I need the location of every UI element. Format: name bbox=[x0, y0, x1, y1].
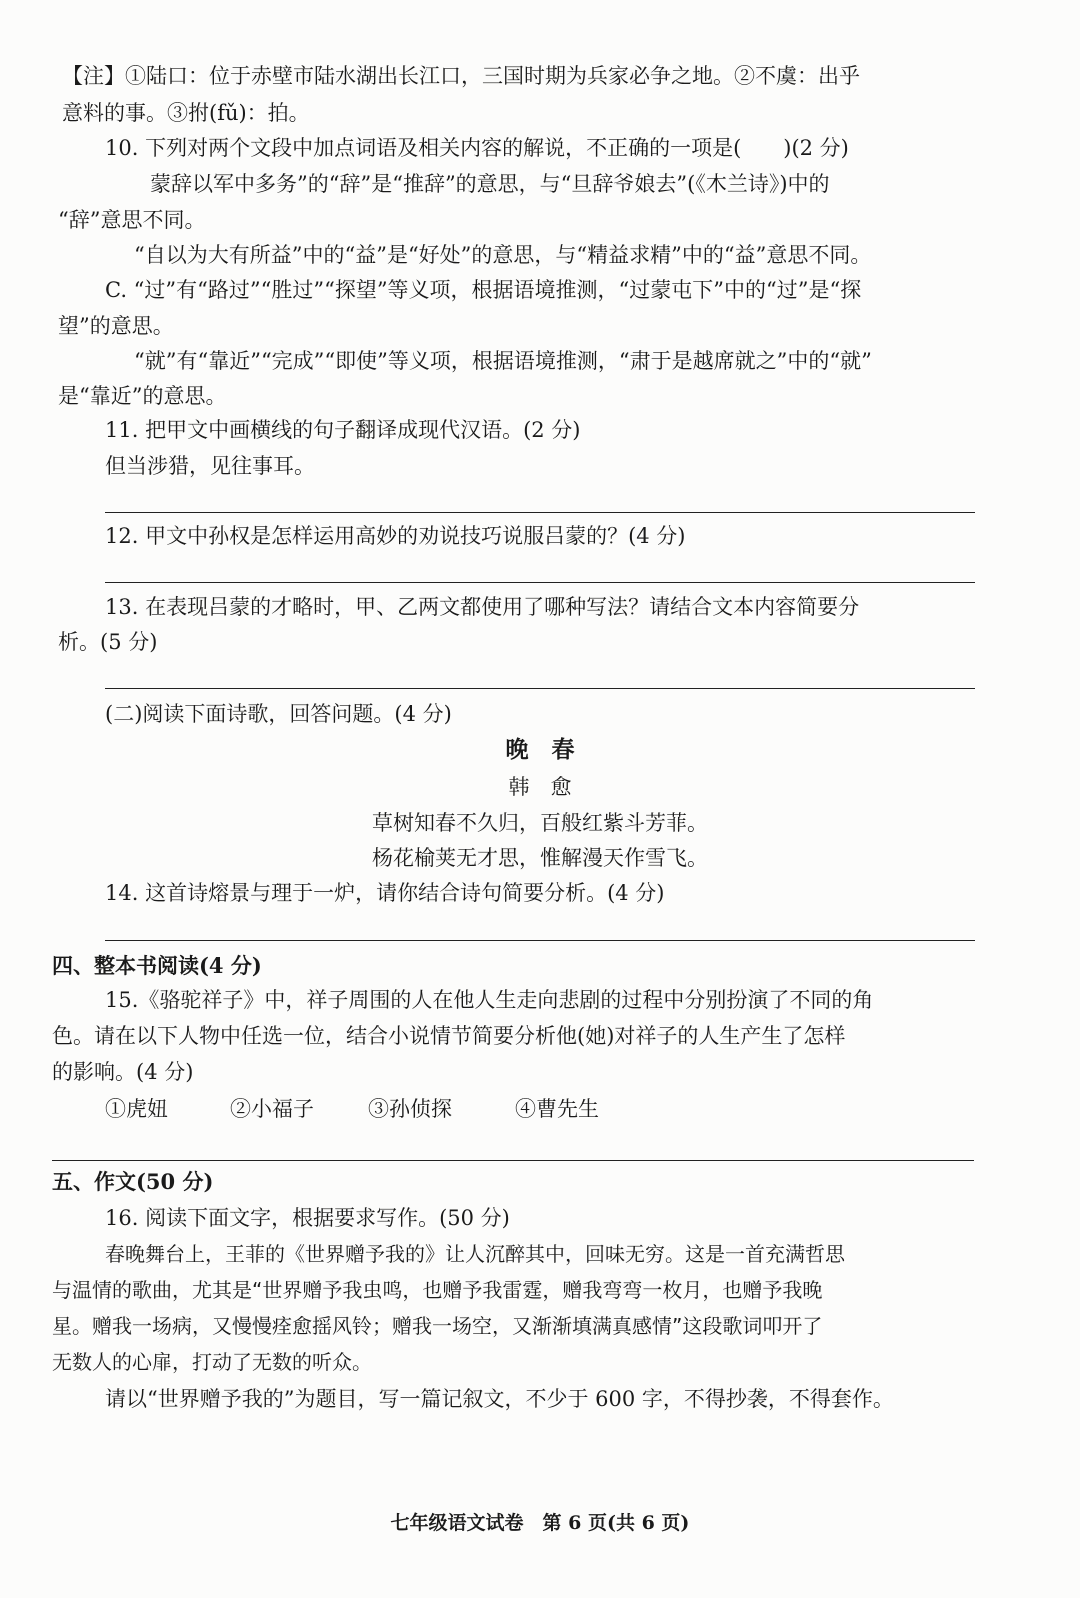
part-4-heading: 四、整本书阅读(4 分) bbox=[52, 953, 262, 978]
q10-option-a-line1: 蒙辞以军中多务”的“辞”是“推辞”的意思，与“旦辞爷娘去”(《木兰诗》)中的 bbox=[150, 172, 830, 196]
q13-line-2: 析。(5 分) bbox=[58, 630, 158, 654]
q15-option-4: ④曹先生 bbox=[515, 1097, 599, 1121]
q15-line-3: 的影响。(4 分) bbox=[52, 1060, 194, 1084]
poem-line-1: 草树知春不久归，百般红紫斗芳菲。 bbox=[372, 811, 708, 835]
q16-stem: 16. 阅读下面文字，根据要求写作。(50 分) bbox=[105, 1206, 510, 1230]
q15-line-1: 15.《骆驼祥子》中，祥子周围的人在他人生走向悲剧的过程中分别扮演了不同的角 bbox=[105, 988, 874, 1012]
q15-line-2: 色。请在以下人物中任选一位，结合小说情节简要分析他(她)对祥子的人生产生了怎样 bbox=[52, 1024, 846, 1048]
q12-answer-line bbox=[105, 582, 975, 583]
q16-passage-line-1: 春晚舞台上，王菲的《世界赠予我的》让人沉醉其中，回味无穷。这是一首充满哲思 bbox=[105, 1242, 845, 1266]
q15-option-3: ③孙侦探 bbox=[368, 1097, 452, 1121]
part-5-heading: 五、作文(50 分) bbox=[52, 1169, 214, 1194]
q11-sentence: 但当涉猎，见往事耳。 bbox=[105, 454, 315, 478]
section-2-heading: (二)阅读下面诗歌，回答问题。(4 分) bbox=[105, 702, 452, 726]
q10-option-a-line2: “辞”意思不同。 bbox=[58, 208, 206, 232]
q10-option-d-line1: “就”有“靠近”“完成”“即使”等义项，根据语境推测，“肃于是越席就之”中的“就” bbox=[134, 349, 872, 373]
poem-line-2: 杨花榆荚无才思，惟解漫天作雪飞。 bbox=[372, 846, 708, 870]
q10-option-c-line2: 望”的意思。 bbox=[58, 314, 174, 338]
page-footer: 七年级语文试卷 第 6 页(共 6 页) bbox=[390, 1512, 690, 1534]
note-line-2: 意料的事。③拊(fǔ)：拍。 bbox=[62, 101, 310, 125]
q10-stem: 10. 下列对两个文段中加点词语及相关内容的解说，不正确的一项是( )(2 分) bbox=[105, 136, 849, 160]
q10-option-b: “自以为大有所益”中的“益”是“好处”的意思，与“精益求精”中的“益”意思不同。 bbox=[134, 243, 872, 267]
q16-passage-line-2: 与温情的歌曲，尤其是“世界赠予我虫鸣，也赠予我雷霆，赠我弯弯一枚月，也赠予我晚 bbox=[52, 1278, 823, 1302]
note-line-1: 【注】①陆口：位于赤壁市陆水湖出长江口，三国时期为兵家必争之地。②不虞：出乎 bbox=[62, 64, 860, 88]
q10-option-c-line1: C. “过”有“路过”“胜过”“探望”等义项，根据语境推测，“过蒙屯下”中的“过”是“探 bbox=[105, 278, 862, 302]
q13-line-1: 13. 在表现吕蒙的才略时，甲、乙两文都使用了哪种写法？请结合文本内容简要分 bbox=[105, 595, 860, 619]
poem-title: 晚 春 bbox=[505, 736, 575, 763]
q15-option-1: ①虎妞 bbox=[105, 1097, 168, 1121]
q16-passage-line-4: 无数人的心扉，打动了无数的听众。 bbox=[52, 1350, 372, 1374]
q14-stem: 14. 这首诗熔景与理于一炉，请你结合诗句简要分析。(4 分) bbox=[105, 881, 665, 905]
q13-answer-line bbox=[105, 688, 975, 689]
q11-stem: 11. 把甲文中画横线的句子翻译成现代汉语。(2 分) bbox=[105, 418, 581, 442]
q10-option-d-line2: 是“靠近”的意思。 bbox=[58, 384, 227, 408]
q16-passage-line-3: 星。赠我一场病，又慢慢痊愈摇风铃；赠我一场空，又渐渐填满真感情”这段歌词叩开了 bbox=[52, 1314, 823, 1338]
q15-answer-line bbox=[52, 1160, 974, 1161]
q16-requirement: 请以“世界赠予我的”为题目，写一篇记叙文，不少于 600 字，不得抄袭，不得套作。 bbox=[105, 1387, 894, 1411]
q12-stem: 12. 甲文中孙权是怎样运用高妙的劝说技巧说服吕蒙的？(4 分) bbox=[105, 524, 686, 548]
q14-answer-line bbox=[105, 940, 975, 941]
q11-answer-line bbox=[105, 512, 975, 513]
q15-option-2: ②小福子 bbox=[230, 1097, 314, 1121]
poem-author: 韩 愈 bbox=[508, 775, 572, 799]
